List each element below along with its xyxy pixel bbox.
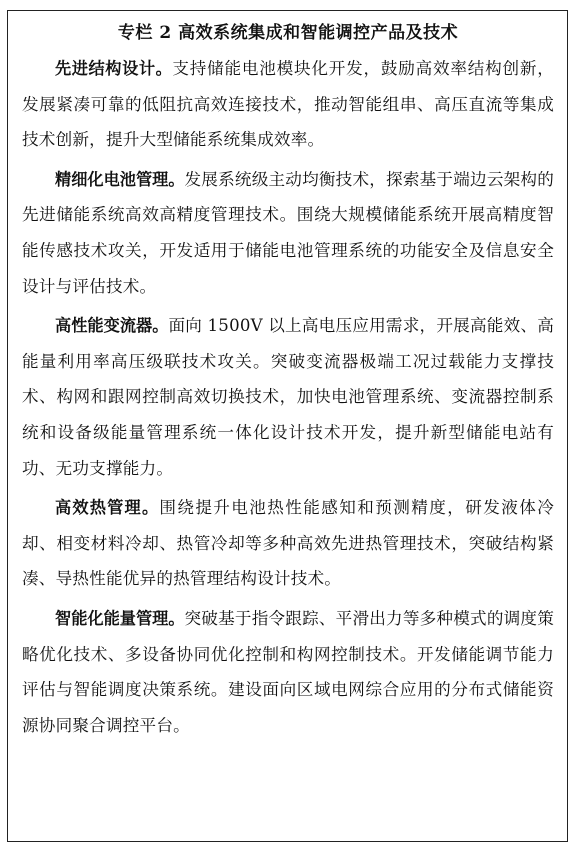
section-thermal-management (22, 490, 554, 597)
section-lead: 精细化电池管理。 (55, 169, 185, 189)
section-structure-design (22, 51, 554, 158)
section-lead: 智能化能量管理。 (55, 608, 185, 628)
section-text: 围绕提升电池热性能感知和预测精度，研发液体冷却、相变材料冷却、热管冷却等多种高效先进热管理技术，突破结构紧凑、导热性能优异的热管理结构设计技术。 (22, 498, 554, 589)
sidebar-box (7, 10, 568, 842)
section-lead: 高性能变流器。 (55, 316, 169, 336)
section-battery-management (22, 162, 554, 304)
section-text: 支持储能电池模块化开发，鼓励高效率结构创新，发展紧凑可靠的低阻抗高效连接技术，推动智能组串、高压直流等集成技术创新，提升大型储能系统集成效率。 (22, 59, 555, 150)
section-text: 发展系统级主动均衡技术，探索基于端边云架构的先进储能系统高效高精度管理技术。围绕大规模储能系统开展高精度智能传感技术攻关，开发适用于储能电池管理系统的功能安全及信息安全设计与评估技术。 (22, 169, 554, 296)
section-energy-management (22, 601, 554, 743)
section-text: 面向 1500V 以上高电压应用需求，开展高能效、高能量利用率高压级联技术攻关。突破变流器极端工况过载能力支撑技术、构网和跟网控制高效切换技术，加快电池管理系统、变流器控制系统和设备级能量管理系统一体化设计技术开发，提升新型储能电站有功、无功支撑能力。 (22, 316, 555, 478)
section-text: 突破基于指令跟踪、平滑出力等多种模式的调度策略优化技术、多设备协同优化控制和构网控制技术。开发储能调节能力评估与智能调度决策系统。建设面向区域电网综合应用的分布式储能资源协同聚合调控平台。 (22, 608, 554, 735)
section-lead: 先进结构设计。 (55, 59, 173, 78)
section-converter (22, 308, 554, 486)
section-lead: 高效热管理。 (55, 498, 160, 518)
box-title: 专栏 2 高效系统集成和智能调控产品及技术 (117, 23, 459, 43)
